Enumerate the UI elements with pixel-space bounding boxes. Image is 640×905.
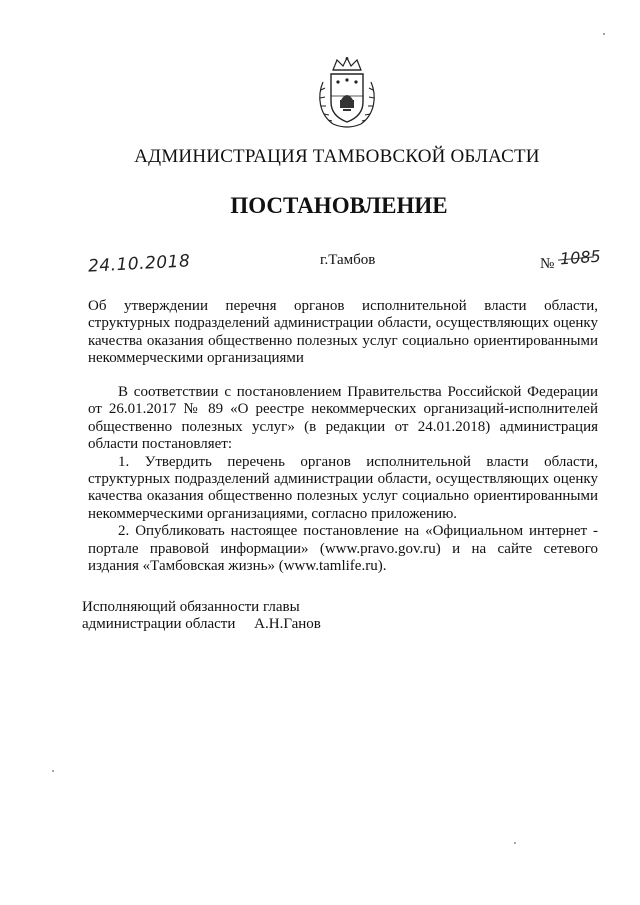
scan-speck <box>52 770 54 772</box>
document-date: 24.10.2018 <box>87 251 191 277</box>
item-2-paragraph: 2. Опубликовать настоящее постановление на «Официальном интернет - портале правовой информации» (www.pravo.gov.ru) и на сайте сетевого издания «Тамбовская жизнь» (www.tamlife.ru). <box>88 523 598 575</box>
intro-paragraph: В соответствии с постановлением Правительства Российской Федерации от 26.01.2017 № 89 «О реестре некоммерческих организаций-исполнителей общественно полезных услуг» (в редакции от 24.01.2018) администрация области постановляет: <box>88 384 598 453</box>
signatory-position-line2: администрации области <box>82 616 236 632</box>
organization-title: АДМИНИСТРАЦИЯ ТАМБОВСКОЙ ОБЛАСТИ <box>134 146 540 167</box>
document-city: г.Тамбов <box>320 252 376 268</box>
signatory-name: А.Н.Ганов <box>254 616 321 632</box>
subject-text: Об утверждении перечня органов исполнительной власти области, структурных подразделений администрации области, осуществляющих оценку качества оказания общественно полезных услуг социально ориентированными некоммерческими организациями <box>88 298 598 367</box>
item-1-paragraph: 1. Утвердить перечень органов исполнительной власти области, структурных подразделений администрации области, осуществляющих оценку качества оказания общественно полезных услуг социально ориентированными некоммерческими организациями, согласно приложению. <box>88 453 598 522</box>
signature-block <box>82 599 321 633</box>
scan-speck <box>603 33 605 35</box>
signatory-row <box>82 616 321 633</box>
document-subject <box>88 298 598 368</box>
number-sign: № <box>540 256 555 272</box>
scan-speck <box>514 842 516 844</box>
signatory-position-line1: Исполняющий обязанности главы <box>82 599 300 615</box>
document-body <box>88 384 598 575</box>
document-type-title: ПОСТАНОВЛЕНИЕ <box>230 193 448 218</box>
document-number: 1085 <box>559 246 602 269</box>
coat-of-arms-icon <box>313 56 381 132</box>
